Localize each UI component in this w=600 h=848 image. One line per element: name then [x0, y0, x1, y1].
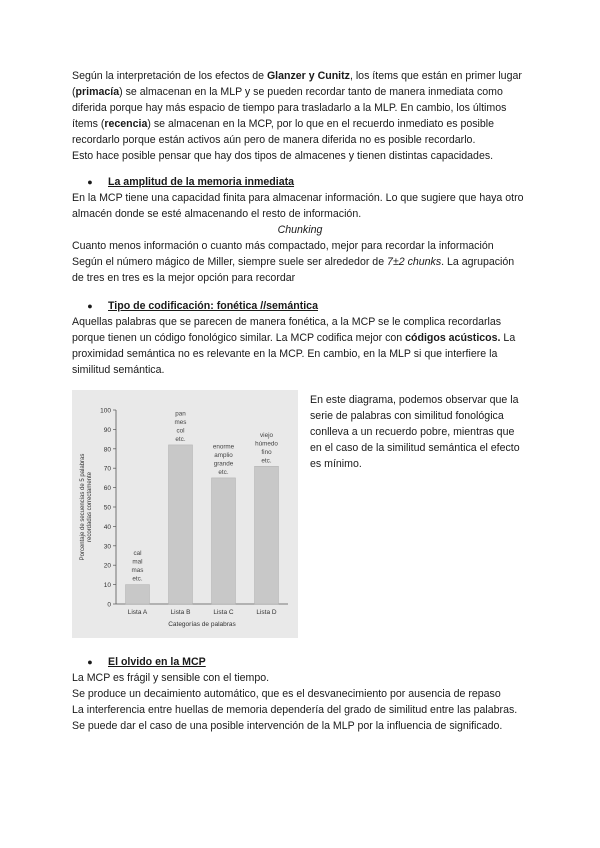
- y-axis-title-line2: recordadas correctamente: [87, 471, 93, 543]
- intro-text: , los ítems que están en primer lugar (: [72, 70, 522, 98]
- bar-word-label: mas: [131, 567, 144, 575]
- intro-text: ) se almacenan en la MLP y se pueden recordar tanto de manera inmediata como diferida porque hay más espacio de tiempo para trasladarlo a la MLP. En cambio, los últimos ítems (: [72, 86, 507, 130]
- bar-chart-svg: [72, 390, 298, 638]
- bar: [212, 478, 236, 604]
- bar-word-label: cal: [133, 550, 142, 558]
- bar-word-label: mes: [174, 418, 187, 426]
- x-axis-title: Categorías de palabras: [168, 621, 236, 628]
- y-tick-label: 0: [107, 601, 111, 609]
- y-tick-label: 70: [103, 465, 111, 473]
- x-category-label: Lista A: [127, 609, 148, 616]
- figure-row: [72, 390, 528, 638]
- paragraph: Se produce un decaimiento automático, que es el desvanecimiento por ausencia de repaso: [72, 688, 501, 700]
- text: Aquellas palabras que se parecen de manera fonética, a la MCP se le complica recordarlas porque tienen un código fonológico similar. La MCP codifica mejor con: [72, 316, 502, 344]
- bar-word-label: fino: [261, 448, 272, 456]
- bar-word-label: mal: [132, 558, 143, 566]
- paragraph: La interferencia entre huellas de memoria dependería del grado de similitud entre las palabras.: [72, 704, 518, 716]
- y-tick-label: 40: [103, 523, 111, 531]
- bar: [255, 466, 279, 604]
- text: Según el número mágico de Miller, siempre suele ser alrededor de: [72, 256, 388, 268]
- text: . La agrupación de tres en tres es la mejor opción para recordar: [72, 256, 515, 284]
- intro-text: Según la interpretación de los efectos de: [72, 70, 267, 82]
- bold-text: códigos acústicos.: [405, 332, 501, 344]
- x-category-label: Lista D: [256, 609, 277, 616]
- bar-chart: [72, 390, 298, 638]
- paragraph: [72, 254, 528, 286]
- y-tick-label: 10: [103, 582, 111, 590]
- bar-word-label: enorme: [212, 443, 235, 451]
- bullet-icon: ●: [87, 301, 93, 311]
- document-page: [72, 68, 528, 734]
- y-tick-label: 60: [103, 485, 111, 493]
- bar-word-label: col: [176, 427, 185, 435]
- y-tick-label: 80: [103, 446, 111, 454]
- bar-word-label: grande: [213, 460, 234, 468]
- bullet-icon: ●: [87, 657, 93, 667]
- y-tick-label: 20: [103, 562, 111, 570]
- text: La proximidad semántica no es relevante en la MCP. En cambio, en la MLP si que interfiere la similitud semántica.: [72, 332, 516, 376]
- intro-text: ) se almacenan en la MCP, por lo que en el recuerdo inmediato es posible recordarlo porque están activos aún pero de manera diferida no es posible recordarlo.: [72, 118, 495, 146]
- y-tick-label: 100: [100, 407, 111, 415]
- intro-bold-primacia: primacía: [75, 86, 120, 98]
- bar: [169, 445, 193, 604]
- y-tick-label: 90: [103, 426, 111, 434]
- section-heading-olvido: [72, 654, 528, 670]
- paragraph: Se puede dar el caso de una posible intervención de la MLP por la influencia de significado.: [72, 720, 503, 732]
- centered-term: Chunking: [277, 224, 323, 236]
- bar-word-label: etc.: [132, 575, 143, 583]
- intro-bold-authors: Glanzer y Cunitz: [266, 70, 350, 82]
- paragraph: Cuanto menos información o cuanto más compactado, mejor para recordar la información: [72, 240, 494, 252]
- bar: [126, 585, 150, 604]
- x-category-label: Lista C: [213, 609, 234, 616]
- section-title: El olvido en la MCP: [108, 656, 206, 668]
- section-title: La amplitud de la memoria inmediata: [108, 176, 295, 188]
- bar-word-label: etc.: [261, 457, 272, 465]
- figure-caption: En este diagrama, podemos observar que la serie de palabras con similitud fonológica conlleva a un recuerdo pobre, mientras que en el caso de la similitud semántica el efecto es mínimo.: [310, 394, 520, 470]
- intro-bold-recencia: recencia: [104, 118, 148, 130]
- section-title: Tipo de codificación: fonética //semántica: [108, 300, 318, 312]
- bar-word-label: etc.: [175, 435, 186, 443]
- italic-text: 7±2 chunks: [387, 256, 442, 268]
- section-heading-amplitud: [72, 174, 528, 190]
- intro-paragraph: [72, 68, 528, 148]
- bar-word-label: etc.: [218, 468, 229, 476]
- intro-conclusion: Esto hace posible pensar que hay dos tipos de almacenes y tienen distintas capacidades.: [72, 150, 494, 162]
- paragraph: [72, 314, 528, 378]
- x-category-label: Lista B: [170, 609, 191, 616]
- bar-word-label: pan: [175, 410, 186, 418]
- bar-word-label: húmedo: [255, 440, 278, 448]
- paragraph: La MCP es frágil y sensible con el tiempo.: [72, 672, 270, 684]
- bar-word-label: amplio: [214, 451, 233, 459]
- bar-word-label: viejo: [260, 431, 273, 439]
- y-tick-label: 50: [103, 504, 111, 512]
- y-tick-label: 30: [103, 543, 111, 551]
- paragraph: En la MCP tiene una capacidad finita para almacenar información. Lo que sugiere que haya otro almacén donde se esté almacenando el resto de información.: [72, 192, 524, 220]
- y-axis-title-line1: Porcentaje de secuencias de 5 palabras: [80, 453, 86, 561]
- section-heading-codificacion: [72, 298, 528, 314]
- bullet-icon: ●: [87, 177, 93, 187]
